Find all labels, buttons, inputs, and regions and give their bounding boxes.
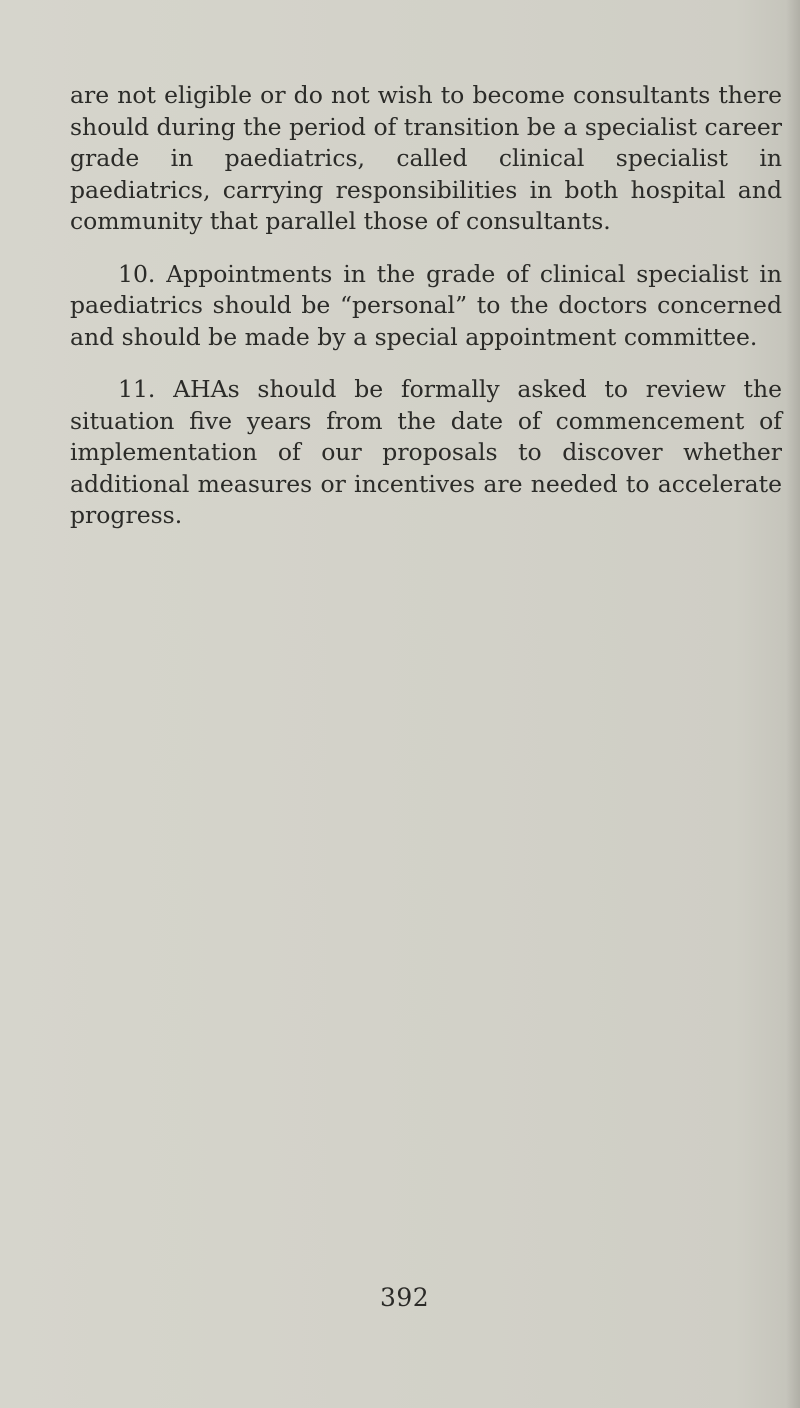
paragraph-continuation: are not eligible or do not wish to become consultants there should during the period of transition be a specialist career grade in paediatrics, called clinical specialist in paediatrics, carrying responsibilities in both hospital and community that parallel those of consultants. xyxy=(70,81,782,235)
page-number: 392 xyxy=(380,1283,430,1312)
body-text xyxy=(70,80,782,532)
paragraph-11: 11. AHAs should be formally asked to review the situation five years from the date of commencement of implementation of our proposals to discover whether additional measures or incentives are needed to accelerate progress. xyxy=(70,375,782,529)
paragraph-10: 10. Appointments in the grade of clinical specialist in paediatrics should be “personal” to the doctors concerned and should be made by a special appointment committee. xyxy=(70,259,782,351)
page-edge-shadow xyxy=(786,0,800,1408)
